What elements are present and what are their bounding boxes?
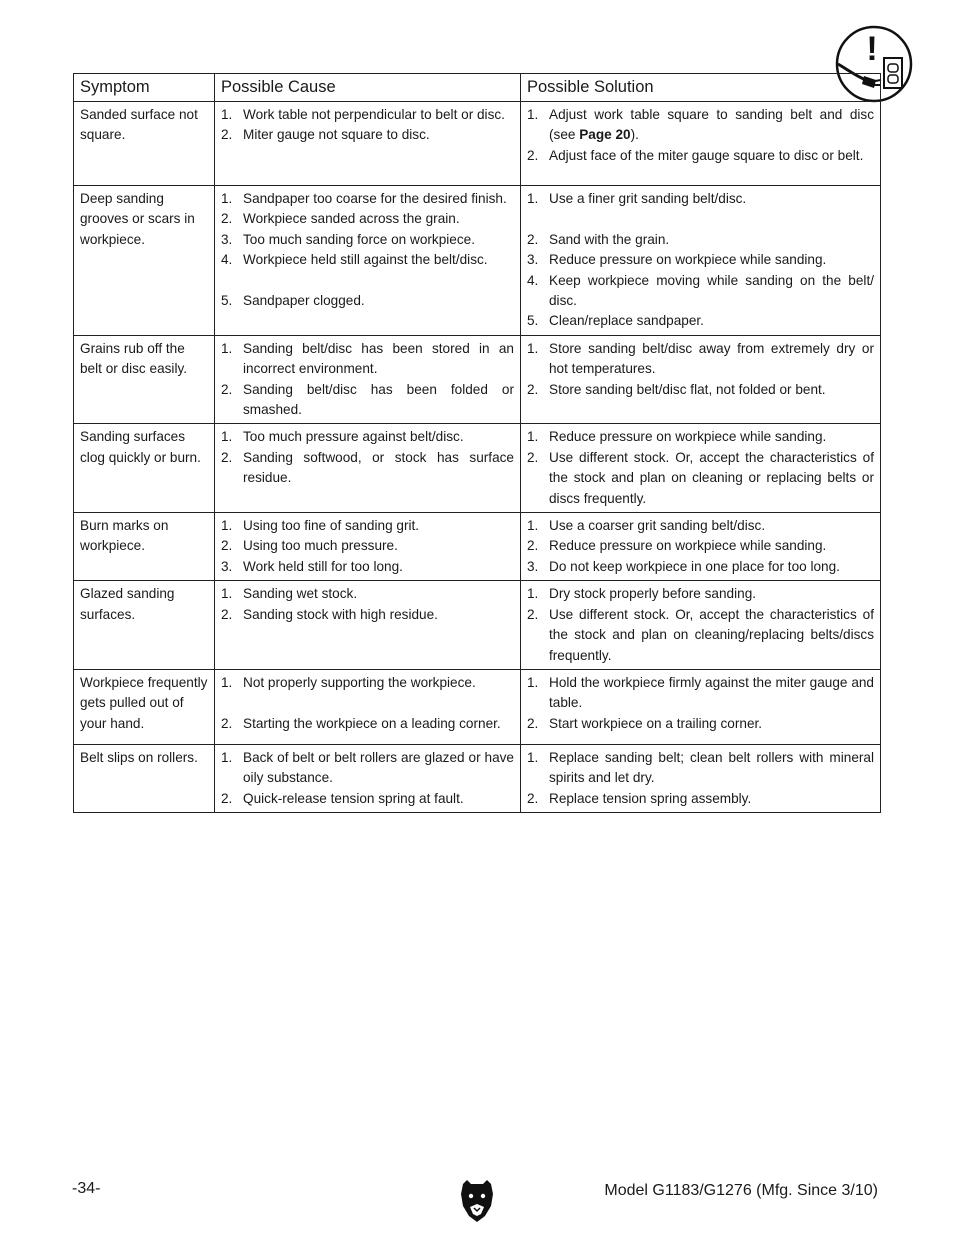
list-item: 3. Too much sanding force on workpiece. [221, 231, 475, 247]
table-row [74, 335, 881, 424]
list-item: 2. Sanding stock with high residue. [221, 606, 438, 622]
model-label: Model G1183/G1276 (Mfg. Since 3/10) [604, 1182, 878, 1199]
table-row [74, 744, 881, 812]
cause-cell [215, 186, 521, 336]
symptom-cell: Deep sanding grooves or scars in workpiece. [74, 186, 215, 336]
list-item: 2. Store sanding belt/disc flat, not folded or bent. [527, 381, 826, 397]
list-item: 2. Replace tension spring assembly. [527, 790, 752, 806]
list-item: 1. Use a coarser grit sanding belt/disc. [527, 518, 766, 534]
list-item: 1. Dry stock properly before sanding. [527, 586, 757, 602]
warning-exclamation: ! [866, 30, 878, 68]
symptom-cell: Glazed sanding surfaces. [74, 581, 215, 670]
list-item: 1. Hold the workpiece firmly against the miter gauge and table. [527, 674, 874, 711]
solution-cell [521, 513, 881, 581]
list-item: 2. Starting the workpiece on a leading corner. [221, 715, 501, 731]
table-row [74, 102, 881, 186]
list-item: 1. Using too fine of sanding grit. [221, 518, 420, 534]
list-item: 1. Sandpaper too coarse for the desired finish. [221, 191, 507, 206]
solution-cell [521, 186, 881, 336]
header-row [74, 74, 881, 102]
list-item: 2. Using too much pressure. [221, 538, 398, 554]
solution-cell [521, 102, 881, 186]
list-item: 1. Reduce pressure on workpiece while sanding. [527, 429, 827, 445]
symptom-cell: Belt slips on rollers. [74, 744, 215, 812]
list-item: 2. Sanding belt/disc has been folded or smashed. [221, 381, 514, 418]
symptom-cell: Workpiece frequently gets pulled out of your hand. [74, 669, 215, 744]
cause-cell [215, 335, 521, 424]
table-row [74, 186, 881, 336]
list-item: 2. Reduce pressure on workpiece while sanding. [527, 538, 827, 554]
symptom-cell: Sanding surfaces clog quickly or burn. [74, 424, 215, 513]
list-item: 2. Sand with the grain. [527, 231, 670, 247]
list-item: 1. Store sanding belt/disc away from extremely dry or hot temperatures. [527, 340, 874, 377]
list-item: 2. Sanding softwood, or stock has surface residue. [221, 449, 514, 486]
cause-cell [215, 102, 521, 186]
header-possible-solution: Possible Solution [521, 74, 881, 102]
list-item: 4. Workpiece held still against the belt/disc. [221, 252, 488, 268]
list-item: 2. Adjust face of the miter gauge square to disc or belt. [527, 147, 864, 163]
symptom-cell: Burn marks on workpiece. [74, 513, 215, 581]
page-reference: Page 20 [579, 127, 631, 143]
list-item: 5. Clean/replace sandpaper. [527, 313, 704, 329]
list-item: 3. Do not keep workpiece in one place for too long. [527, 558, 840, 574]
list-item: 1. Back of belt or belt rollers are glazed or have oily substance. [221, 749, 514, 786]
cause-cell [215, 669, 521, 744]
cause-cell [215, 424, 521, 513]
table-row [74, 669, 881, 744]
page-number: -34- [72, 1180, 101, 1197]
list-item: 2. Start workpiece on a trailing corner. [527, 715, 763, 731]
cause-cell [215, 513, 521, 581]
list-item: 3. Work held still for too long. [221, 558, 403, 574]
solution-cell [521, 669, 881, 744]
table-row [74, 424, 881, 513]
list-item: 5. Sandpaper clogged. [221, 293, 365, 309]
list-item: 2. Use different stock. Or, accept the characteristics of the stock and plan on cleaning/replacing belts/discs frequently. [527, 606, 874, 663]
list-item: 4. Keep workpiece moving while sanding on the belt/ disc. [527, 272, 874, 309]
solution-cell [521, 335, 881, 424]
list-item: 1. Use a finer grit sanding belt/disc. [527, 191, 747, 206]
symptom-cell: Sanded surface not square. [74, 102, 215, 186]
symptom-cell: Grains rub off the belt or disc easily. [74, 335, 215, 424]
list-item: 1. Replace sanding belt; clean belt rollers with mineral spirits and let dry. [527, 749, 874, 786]
list-item: 1. Work table not perpendicular to belt or disc. [221, 107, 505, 122]
cause-cell [215, 744, 521, 812]
header-possible-cause: Possible Cause [215, 74, 521, 102]
cause-cell [215, 581, 521, 670]
troubleshooting-table [73, 73, 881, 813]
solution-cell [521, 424, 881, 513]
list-item: 1. Sanding belt/disc has been stored in an incorrect environment. [221, 340, 514, 377]
list-item: 1. Adjust work table square to sanding belt and disc (see Page 20). [527, 107, 874, 143]
table-row [74, 581, 881, 670]
list-item: 1. Sanding wet stock. [221, 586, 358, 602]
list-item: 2. Workpiece sanded across the grain. [221, 211, 460, 227]
table-row [74, 513, 881, 581]
solution-cell [521, 744, 881, 812]
list-item: 2. Quick-release tension spring at fault. [221, 790, 464, 806]
list-item: 2. Use different stock. Or, accept the characteristics of the stock and plan on cleaning or replacing belts or discs frequently. [527, 449, 874, 506]
list-item: 2. Miter gauge not square to disc. [221, 127, 430, 143]
solution-cell [521, 581, 881, 670]
list-item: 3. Reduce pressure on workpiece while sanding. [527, 252, 827, 268]
list-item: 1. Too much pressure against belt/disc. [221, 429, 464, 445]
bear-logo-icon [457, 1178, 497, 1224]
list-item: 1. Not properly supporting the workpiece. [221, 674, 476, 690]
header-symptom: Symptom [74, 74, 215, 102]
